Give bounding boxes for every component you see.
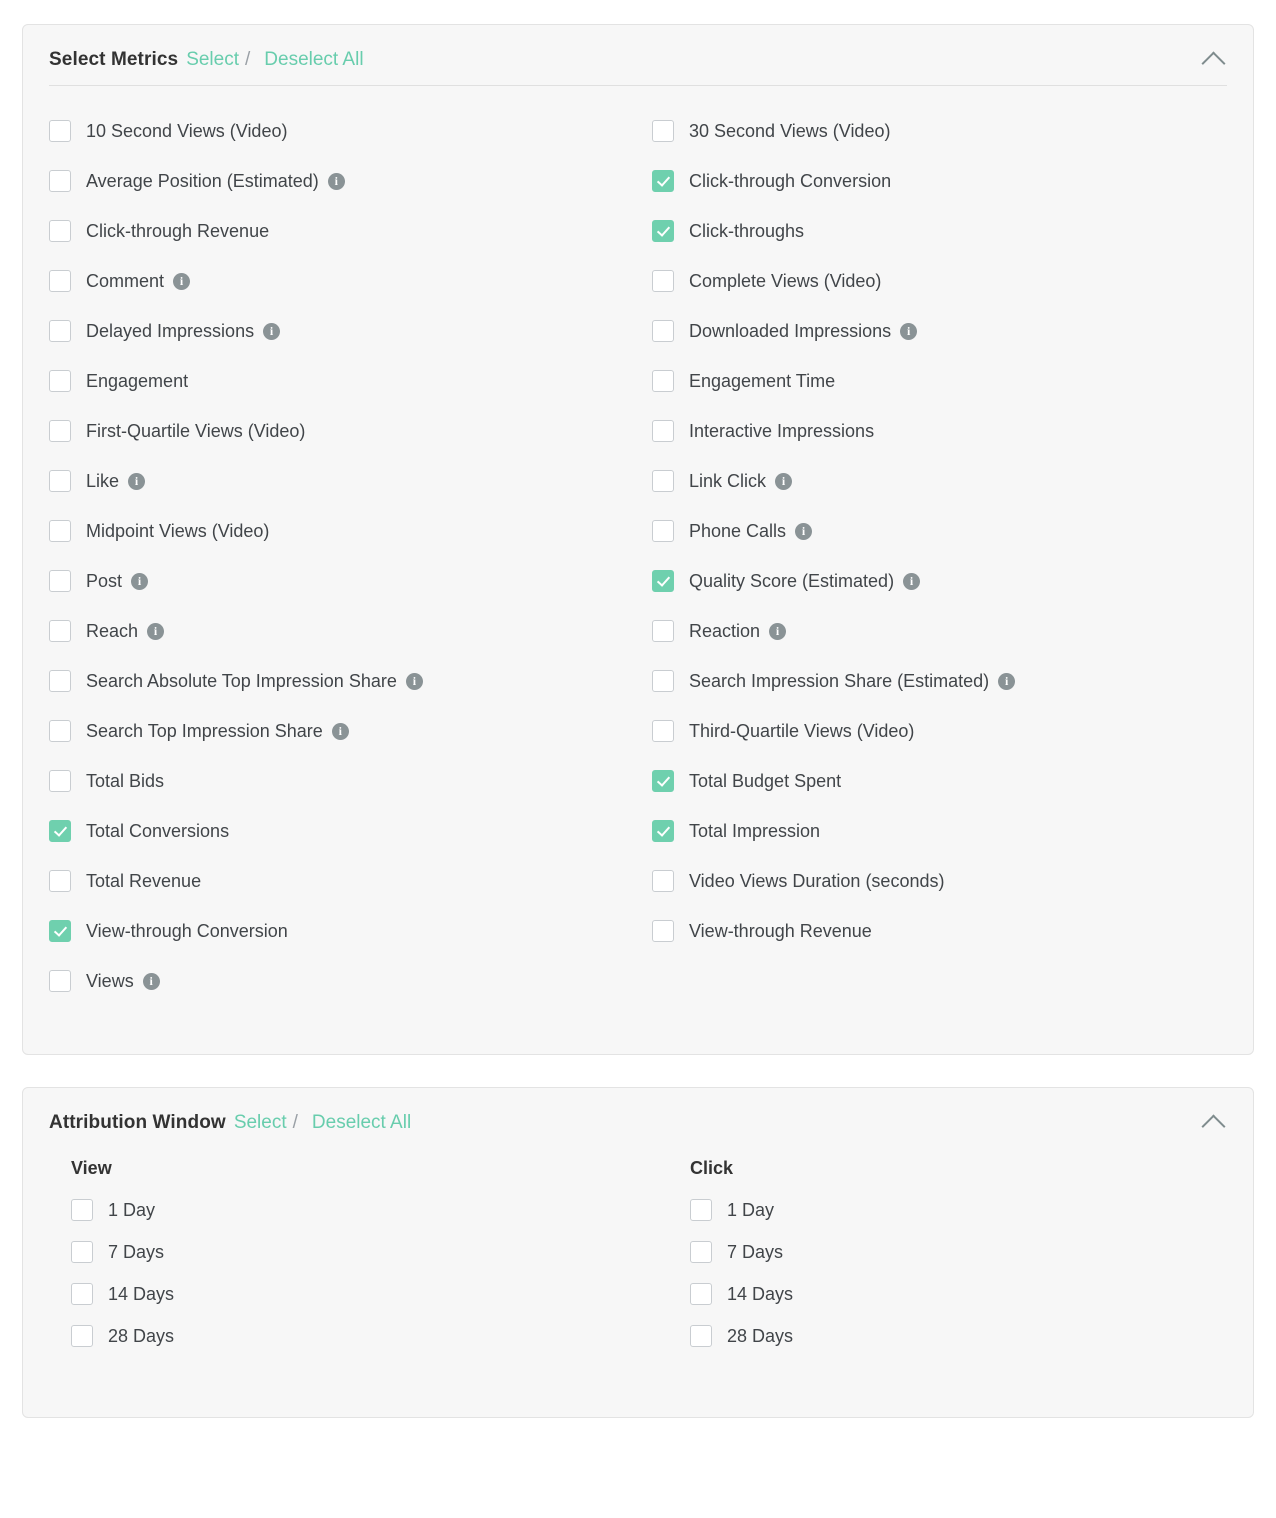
select-metrics-title-row: [49, 49, 1227, 86]
metric-label: Downloaded Impressions: [689, 320, 892, 341]
metric-label: Interactive Impressions: [689, 420, 875, 441]
metric-item[interactable]: [49, 756, 638, 806]
metric-checkbox[interactable]: [652, 820, 674, 842]
chevron-up-icon: [1201, 51, 1225, 75]
metric-checkbox[interactable]: [652, 720, 674, 742]
metric-item[interactable]: [49, 506, 638, 556]
metric-label: View-through Revenue: [689, 920, 872, 941]
info-icon[interactable]: i: [903, 573, 920, 590]
metric-item[interactable]: [49, 456, 638, 506]
metric-checkbox[interactable]: [49, 520, 71, 542]
info-icon[interactable]: i: [769, 623, 786, 640]
metrics-checkbox-grid: [23, 86, 1253, 1054]
info-icon[interactable]: i: [998, 673, 1015, 690]
attribution-view-option[interactable]: [71, 1273, 638, 1315]
info-icon[interactable]: i: [263, 323, 280, 340]
metric-checkbox[interactable]: [652, 620, 674, 642]
metric-item[interactable]: [652, 656, 1227, 706]
metric-label: Search Impression Share (Estimated): [689, 670, 990, 691]
metric-item[interactable]: [652, 756, 1227, 806]
metric-checkbox[interactable]: [652, 520, 674, 542]
metric-item[interactable]: [49, 906, 638, 956]
metric-label: Search Top Impression Share: [86, 720, 323, 741]
attribution-click-option[interactable]: [690, 1231, 1227, 1273]
attribution-view-label: 14 Days: [108, 1283, 175, 1304]
attribution-view-option[interactable]: [71, 1231, 638, 1273]
metric-label: Midpoint Views (Video): [86, 520, 270, 541]
metric-checkbox[interactable]: [49, 670, 71, 692]
chevron-up-icon: [1201, 1114, 1225, 1138]
metric-checkbox[interactable]: [49, 420, 71, 442]
metric-item[interactable]: [49, 606, 638, 656]
metric-label: Engagement Time: [689, 370, 836, 391]
metric-checkbox[interactable]: [49, 120, 71, 142]
metric-label: Total Budget Spent: [689, 770, 842, 791]
info-icon[interactable]: i: [173, 273, 190, 290]
attribution-click-checkbox[interactable]: [690, 1283, 712, 1305]
attribution-view-option[interactable]: [71, 1315, 638, 1357]
metric-label: Engagement: [86, 370, 189, 391]
metric-label: Total Revenue: [86, 870, 202, 891]
metric-item[interactable]: [49, 356, 638, 406]
metrics-collapse-toggle[interactable]: [1199, 47, 1227, 73]
metric-checkbox[interactable]: [49, 920, 71, 942]
attribution-select-all-link[interactable]: Select: [233, 1112, 287, 1133]
info-icon[interactable]: i: [332, 723, 349, 740]
metric-label: Like: [86, 470, 120, 491]
page-title: Select Metrics: [49, 49, 179, 70]
attribution-click-label: 28 Days: [727, 1325, 794, 1346]
metric-label: 30 Second Views (Video): [689, 120, 891, 141]
metric-checkbox[interactable]: [49, 470, 71, 492]
metric-label: Reach: [86, 620, 139, 641]
metric-item[interactable]: [652, 406, 1227, 456]
metric-item[interactable]: [49, 856, 638, 906]
attribution-view-heading: View: [71, 1158, 112, 1178]
info-icon[interactable]: i: [147, 623, 164, 640]
metric-checkbox[interactable]: [49, 770, 71, 792]
metric-checkbox[interactable]: [49, 320, 71, 342]
metric-label: Complete Views (Video): [689, 270, 882, 291]
attribution-window-panel: [22, 1087, 1254, 1418]
metric-label: Reaction: [689, 620, 761, 641]
metrics-link-separator: /: [245, 49, 251, 70]
metric-checkbox[interactable]: [49, 720, 71, 742]
metric-item[interactable]: [49, 556, 638, 606]
metric-item[interactable]: [652, 806, 1227, 856]
metric-checkbox[interactable]: [49, 620, 71, 642]
attribution-click-option[interactable]: [690, 1273, 1227, 1315]
metric-item[interactable]: [652, 906, 1227, 956]
attribution-click-checkbox[interactable]: [690, 1325, 712, 1347]
attribution-view-checkbox[interactable]: [71, 1199, 93, 1221]
metric-checkbox[interactable]: [49, 270, 71, 292]
attribution-columns: [23, 1134, 1253, 1417]
metric-checkbox[interactable]: [652, 870, 674, 892]
metric-checkbox[interactable]: [49, 220, 71, 242]
metric-checkbox[interactable]: [49, 870, 71, 892]
metric-label: Total Bids: [86, 770, 165, 791]
metric-checkbox[interactable]: [652, 570, 674, 592]
metric-item[interactable]: [652, 506, 1227, 556]
select-metrics-header: [23, 25, 1253, 86]
attribution-window-header: [23, 1088, 1253, 1134]
metric-checkbox[interactable]: [652, 170, 674, 192]
metric-checkbox[interactable]: [652, 670, 674, 692]
attribution-click-label: 14 Days: [727, 1283, 794, 1304]
attribution-link-separator: /: [292, 1112, 298, 1133]
metric-item[interactable]: [652, 606, 1227, 656]
info-icon[interactable]: i: [900, 323, 917, 340]
metric-item[interactable]: [652, 356, 1227, 406]
info-icon[interactable]: i: [128, 473, 145, 490]
metric-label: Search Absolute Top Impression Share: [86, 670, 397, 691]
metrics-deselect-all-link[interactable]: Deselect All: [264, 49, 364, 70]
metric-label: Click-through Revenue: [86, 220, 270, 241]
info-icon[interactable]: i: [775, 473, 792, 490]
metric-item[interactable]: [652, 706, 1227, 756]
attribution-view-checkbox[interactable]: [71, 1325, 93, 1347]
attribution-view-option[interactable]: [71, 1189, 638, 1231]
attribution-click-label: 7 Days: [727, 1241, 784, 1262]
metric-label: Post: [86, 570, 123, 591]
metric-checkbox[interactable]: [652, 220, 674, 242]
metric-checkbox[interactable]: [652, 470, 674, 492]
metric-item[interactable]: [652, 156, 1227, 206]
metric-label: Click-throughs: [689, 220, 805, 241]
info-icon[interactable]: i: [328, 173, 345, 190]
metric-checkbox[interactable]: [49, 570, 71, 592]
metric-item[interactable]: [49, 406, 638, 456]
metric-label: Click-through Conversion: [689, 170, 892, 191]
metric-checkbox[interactable]: [652, 770, 674, 792]
metric-item[interactable]: [49, 256, 638, 306]
metrics-right-column: [638, 106, 1227, 1006]
metric-item[interactable]: [49, 956, 638, 1006]
metric-label: Delayed Impressions: [86, 320, 255, 341]
select-metrics-panel: [22, 24, 1254, 1055]
info-icon[interactable]: i: [143, 973, 160, 990]
metric-label: First-Quartile Views (Video): [86, 420, 306, 441]
metric-item[interactable]: [49, 106, 638, 156]
metrics-left-column: [49, 106, 638, 1006]
metric-item[interactable]: [49, 806, 638, 856]
attribution-click-option[interactable]: [690, 1315, 1227, 1357]
attribution-click-checkbox[interactable]: [690, 1199, 712, 1221]
info-icon[interactable]: i: [795, 523, 812, 540]
attribution-click-heading: Click: [690, 1158, 734, 1178]
metric-item[interactable]: [652, 856, 1227, 906]
attribution-view-checkbox[interactable]: [71, 1283, 93, 1305]
metric-checkbox[interactable]: [652, 270, 674, 292]
metric-checkbox[interactable]: [49, 820, 71, 842]
metric-label: Total Impression: [689, 820, 821, 841]
metric-label: Video Views Duration (seconds): [689, 870, 945, 891]
attribution-view-checkbox[interactable]: [71, 1241, 93, 1263]
metric-label: Views: [86, 970, 134, 991]
attribution-collapse-toggle[interactable]: [1199, 1110, 1227, 1136]
attribution-title-row: [49, 1112, 1227, 1134]
metric-checkbox[interactable]: [49, 970, 71, 992]
metric-checkbox[interactable]: [49, 370, 71, 392]
attribution-click-label: 1 Day: [727, 1199, 775, 1220]
metric-label: Third-Quartile Views (Video): [689, 720, 915, 741]
metric-item[interactable]: [652, 206, 1227, 256]
metric-item[interactable]: [49, 206, 638, 256]
metric-label: 10 Second Views (Video): [86, 120, 288, 141]
metric-checkbox[interactable]: [652, 320, 674, 342]
metric-checkbox[interactable]: [652, 920, 674, 942]
metric-item[interactable]: [49, 706, 638, 756]
attribution-view-label: 7 Days: [108, 1241, 165, 1262]
metric-label: Link Click: [689, 470, 767, 491]
attribution-view-column: [49, 1158, 638, 1357]
metric-label: Phone Calls: [689, 520, 787, 541]
attribution-title: Attribution Window: [49, 1112, 226, 1133]
metric-label: View-through Conversion: [86, 920, 288, 941]
metric-item[interactable]: [652, 106, 1227, 156]
metric-label: Total Conversions: [86, 820, 230, 841]
attribution-click-column: [638, 1158, 1227, 1357]
metric-item[interactable]: [652, 456, 1227, 506]
metric-checkbox[interactable]: [652, 370, 674, 392]
metric-checkbox[interactable]: [652, 120, 674, 142]
metric-item[interactable]: [49, 656, 638, 706]
info-icon[interactable]: i: [131, 573, 148, 590]
metric-label: Quality Score (Estimated): [689, 570, 895, 591]
metric-label: Comment: [86, 270, 165, 291]
attribution-view-label: 28 Days: [108, 1325, 175, 1346]
attribution-click-checkbox[interactable]: [690, 1241, 712, 1263]
metric-item[interactable]: [49, 306, 638, 356]
metric-checkbox[interactable]: [652, 420, 674, 442]
metric-label: Average Position (Estimated): [86, 170, 319, 191]
metrics-select-all-link[interactable]: Select: [186, 49, 239, 70]
metric-item[interactable]: [652, 306, 1227, 356]
attribution-click-option[interactable]: [690, 1189, 1227, 1231]
info-icon[interactable]: i: [406, 673, 423, 690]
attribution-deselect-all-link[interactable]: Deselect All: [311, 1112, 412, 1133]
metric-item[interactable]: [652, 556, 1227, 606]
attribution-view-label: 1 Day: [108, 1199, 156, 1220]
metric-item[interactable]: [652, 256, 1227, 306]
metric-checkbox[interactable]: [49, 170, 71, 192]
metric-item[interactable]: [49, 156, 638, 206]
